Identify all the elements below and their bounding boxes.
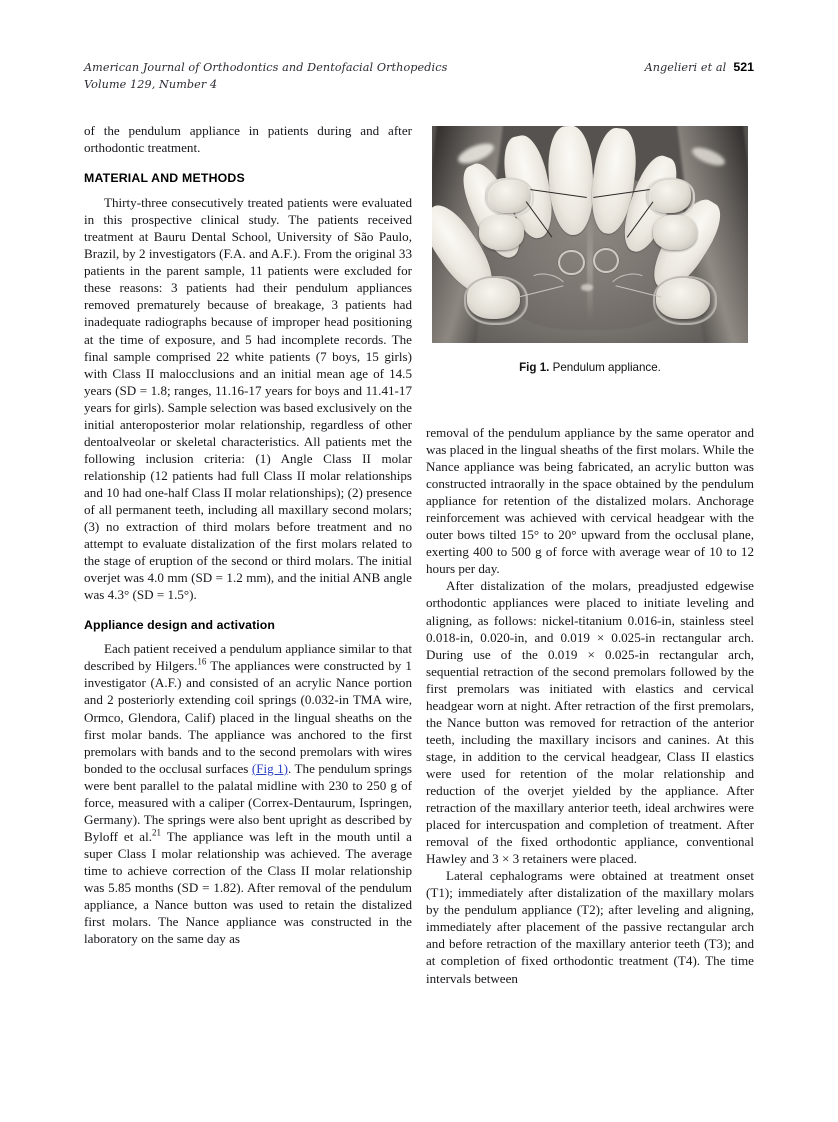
journal-volume-issue: Volume 129, Number 4 [84, 77, 218, 91]
text-segment-c: . The pendulum springs were bent parallel to the palatal midline with 230 to 250 g of force, measured with a caliper (Correx-Dentaurum, Ispringen, Germany). The springs were also bent upright as described by Byloff et al. [84, 760, 413, 844]
band-premolar-left [486, 178, 534, 217]
section-heading-material-and-methods: MATERIAL AND METHODS [84, 171, 245, 186]
saliva-highlight [581, 284, 594, 291]
premolar-left-second [479, 215, 523, 250]
subsection-heading-appliance-design: Appliance design and activation [84, 618, 276, 633]
text-segment-d: The appliance was left in the mouth until a super Class I molar relationship was achieved. The average time to achieve correction of the Class II molar relationship was 5.85 months (SD = 1.82). After removal of the pendulum appliance, a Nance button was used to retain the distalized first molars. The Nance appliance was constructed in the laboratory on the same day as [84, 828, 412, 947]
reference-marker-16[interactable]: 16 [197, 657, 207, 667]
palatal-raphe [587, 208, 592, 321]
journal-title-block [84, 60, 447, 93]
reference-marker-21[interactable]: 21 [152, 827, 161, 838]
paragraph-sample-description: Thirty-three consecutively treated patients were evaluated in this prospective clinical study. The patients received treatment at Bauru Dental School, University of São Paulo, Brazil, by 2 investigators (F.A. and A.F.). From the original 33 patients in the parent sample, 11 patients were excluded for these reasons: 3 patients had their pendulum appliances removed prematurely because of breakage, 3 patients had inadequate radiographs because of improper head positioning at the time of exposure, and 5 had incomplete records. The final sample comprised 22 white patients (7 boys, 15 girls) with Class II malocclusions and an initial mean age of 14.5 years (SD = 1.8; ranges, 11.16-17 years for boys and 11.41-17 years for girls). Sample selection was based exclusively on the initial anteroposterior molar relationship, regardless of other dentoalveolar or skeletal characteristics. All patients met the following inclusion criteria: (1) Angle Class II molar relationship (12 patients had full Class II molar relationships and 10 had one-half Class II molar relationships); (2) presence of all permanent teeth, including all maxillary second molars; (3) no extraction of third molars before treatment and no attempt to evaluate distalization of the first molars related to the stage of eruption of the second or third molars. The initial overjet was 4.0 mm (SD = 1.2 mm), and the initial ANB angle was 4.3° (SD = 1.5°). [84, 195, 412, 603]
paragraph-edgewise-sequence: After distalization of the molars, preadjusted edgewise orthodontic appliances were placed to initiate leveling and aligning, as follows: nickel-titanium 0.016-in, stainless steel 0.018-in, 0.020-in, and 0.019 × 0.025-in rectangular arch. During use of the 0.019 × 0.025-in rectangular arch, sequential retraction of the second premolars followed by the first premolars was initiated with elastics and cervical headgear worn at night. After retraction of the first premolars, the Nance button was removed for retraction of the anterior teeth, including the maxillary incisors and canines. At this stage, in addition to the cervical headgear, Class II elastics were used for retention of the molar relationship and reduction of the overjet yielded by the appliance. After retraction of the maxillary anterior teeth, ideal archwires were placed for intercuspation and completion of treatment. After removal of the fixed orthodontic appliance, conventional Hawley and 3 × 3 retainers were placed. [426, 578, 754, 867]
band-premolar-right [647, 178, 695, 217]
figure-cross-reference-link[interactable]: (Fig 1) [251, 760, 289, 776]
premolar-right-second [653, 215, 697, 250]
figure-caption [426, 361, 754, 374]
running-head [84, 60, 754, 98]
right-column [426, 424, 754, 987]
paragraph-appliance-design [84, 640, 412, 947]
page-number: 521 [733, 60, 754, 74]
left-column [84, 122, 412, 947]
paragraph-nance-anchorage: removal of the pendulum appliance by the same operator and was placed in the lingual sheaths of the first molars. While the Nance appliance was being fabricated, an acrylic button was constructed intraorally in the space obtained by the pendulum appliance for retention of the distalized molars. Anchorage reinforcement was achieved with cervical headgear with the outer bows tilted 15° to 20° upward from the occlusal plane, exerting 400 to 500 g of force with average wear of 10 to 12 hours per day. [426, 425, 754, 577]
paragraph-cephalogram-timepoints: Lateral cephalograms were obtained at treatment onset (T1); immediately after distalization of the maxillary molars by the pendulum appliance (T2); after leveling and aligning, immediately after placement of the passive rectangular arch and before retraction of the maxillary anterior teeth (T3); and at completion of fixed orthodontic treatment (T4). The time intervals between [426, 868, 754, 986]
band-first-molar-right [653, 276, 717, 326]
coil-spring-left [558, 250, 584, 276]
figure-label: Fig 1. [519, 361, 550, 374]
figure-1 [426, 126, 754, 374]
author-running-head: Angelieri et al [644, 61, 727, 74]
journal-title: American Journal of Orthodontics and Dentofacial Orthopedics [84, 61, 448, 74]
figure-caption-text: Pendulum appliance. [552, 361, 661, 374]
text-segment-a: Each patient received a pendulum appliance similar to that described by Hilgers. [84, 641, 412, 674]
intraoral-photograph [432, 126, 748, 343]
running-head-right [645, 60, 754, 74]
continuation-paragraph: of the pendulum appliance in patients during and after orthodontic treatment. [84, 123, 412, 156]
text-segment-b: The appliances were constructed by 1 investigator (A.F.) and consisted of an acrylic Nance portion and 2 posteriorly extending coil springs (0.032-in TMA wire, Ormco, Glendora, Calif) placed in the lingual sheaths on the first molar bands. The appliance was anchored to the first premolars with bands and to the second premolars with wires bonded to the occlusal surfaces [84, 658, 412, 776]
band-first-molar-left [464, 276, 528, 326]
